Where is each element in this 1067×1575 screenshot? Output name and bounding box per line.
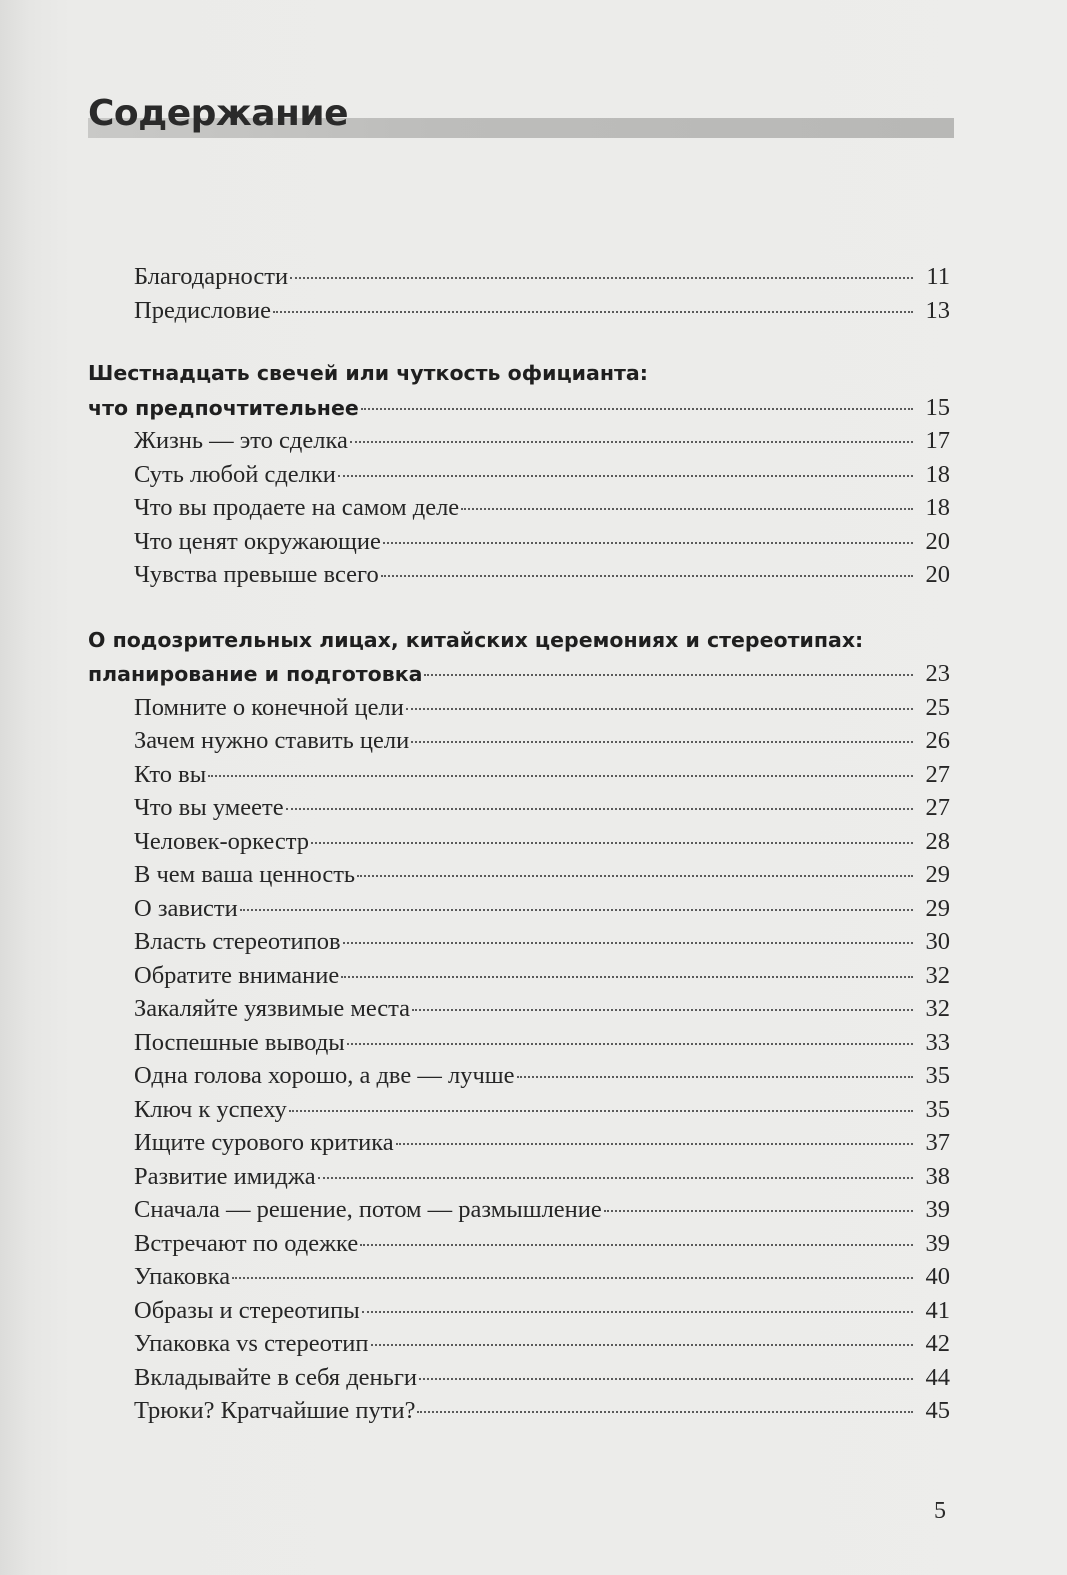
chapter-heading: Шестнадцать свечей или чуткость официанта: bbox=[88, 361, 648, 385]
toc-entry-label: Чувства превыше всего bbox=[134, 561, 379, 588]
dot-leader bbox=[290, 277, 913, 279]
chapter-page: 15 bbox=[925, 393, 950, 421]
dot-leader bbox=[273, 311, 913, 313]
dot-leader bbox=[360, 1244, 913, 1246]
toc-entry-label: Помните о конечной цели bbox=[134, 693, 404, 721]
toc-entry bbox=[88, 825, 950, 859]
toc-entry bbox=[88, 424, 950, 458]
toc-entry bbox=[88, 1059, 950, 1093]
toc-entry-label: Что ценят окружающие bbox=[134, 527, 381, 555]
dot-leader bbox=[286, 808, 913, 810]
toc-entry-label: Одна голова хорошо, а две — лучше bbox=[134, 1062, 515, 1089]
toc-entry-label: Благодарности bbox=[134, 263, 289, 290]
toc-entry bbox=[88, 724, 950, 758]
dot-leader bbox=[357, 875, 913, 877]
dot-leader bbox=[417, 1411, 913, 1413]
toc-entry-page: 32 bbox=[925, 961, 950, 989]
toc-entry-label: Жизнь — это сделка bbox=[134, 427, 348, 454]
toc-entry-page: 28 bbox=[925, 827, 950, 855]
dot-leader bbox=[347, 1043, 913, 1045]
dot-leader bbox=[361, 408, 913, 410]
toc-entry-label: Кто вы bbox=[134, 760, 207, 788]
toc-entry-page: 39 bbox=[925, 1196, 950, 1223]
toc-entry bbox=[88, 1260, 950, 1294]
toc-entry-page: 42 bbox=[925, 1330, 950, 1357]
toc-entry bbox=[88, 1160, 950, 1194]
dot-leader bbox=[424, 674, 913, 676]
toc-entry bbox=[88, 1093, 950, 1127]
toc-entry-label: Вкладывайте в себя деньги bbox=[134, 1363, 417, 1391]
toc-entry-page: 30 bbox=[925, 928, 950, 955]
toc-entry-label: Сначала — решение, потом — размышление bbox=[134, 1196, 602, 1223]
toc-entry bbox=[88, 925, 950, 959]
dot-leader bbox=[461, 508, 913, 510]
toc-entry-page: 26 bbox=[925, 727, 950, 754]
toc-entry-page: 13 bbox=[925, 296, 950, 324]
toc-entry-label: Что вы умеете bbox=[134, 794, 284, 821]
page-number: 5 bbox=[934, 1498, 946, 1524]
dot-leader bbox=[318, 1177, 913, 1179]
toc-entry bbox=[88, 1361, 950, 1395]
toc-entry bbox=[88, 691, 950, 725]
toc-entry-page: 27 bbox=[925, 760, 950, 788]
dot-leader bbox=[338, 475, 913, 477]
dot-leader bbox=[411, 741, 913, 743]
toc-entry-page: 33 bbox=[925, 1028, 950, 1056]
toc-entry bbox=[88, 1394, 950, 1428]
toc-entry bbox=[88, 458, 950, 492]
dot-leader bbox=[289, 1110, 913, 1112]
dot-leader bbox=[412, 1009, 913, 1011]
page-title: Содержание bbox=[88, 93, 349, 134]
toc-entry bbox=[88, 992, 950, 1026]
toc-entry-page: 39 bbox=[925, 1229, 950, 1257]
toc-entry-page: 44 bbox=[925, 1363, 950, 1391]
toc-entry-label: Ключ к успеху bbox=[134, 1095, 287, 1123]
toc-entry bbox=[88, 1126, 950, 1160]
toc-entry-label: Развитие имиджа bbox=[134, 1162, 316, 1190]
dot-leader bbox=[208, 775, 913, 777]
toc-entry-label: Поспешные выводы bbox=[134, 1028, 345, 1056]
toc-entry-label: Встречают по одежке bbox=[134, 1229, 359, 1257]
toc-entry-label: Человек-оркестр bbox=[134, 827, 310, 855]
chapter-heading-entry bbox=[88, 391, 950, 425]
toc-entry-label: В чем ваша ценность bbox=[134, 861, 356, 888]
dot-leader bbox=[240, 909, 913, 911]
toc-entry-label: Предисловие bbox=[134, 296, 271, 324]
toc-entry bbox=[88, 558, 950, 592]
dot-leader bbox=[383, 542, 913, 544]
toc-entry bbox=[88, 1193, 950, 1227]
toc-entry bbox=[88, 858, 950, 892]
toc-entry-page: 38 bbox=[925, 1162, 950, 1190]
dot-leader bbox=[362, 1311, 913, 1313]
toc-entry bbox=[88, 1227, 950, 1261]
toc-entry bbox=[88, 491, 950, 525]
toc-entry-page: 40 bbox=[925, 1263, 950, 1290]
toc-entry-label: Ищите сурового критика bbox=[134, 1129, 394, 1156]
chapter-page: 23 bbox=[925, 660, 950, 687]
dot-leader bbox=[381, 575, 913, 577]
dot-leader bbox=[371, 1344, 913, 1346]
dot-leader bbox=[604, 1210, 913, 1212]
toc-entry bbox=[88, 260, 950, 294]
toc-entry bbox=[88, 1294, 950, 1328]
toc-entry bbox=[88, 1327, 950, 1361]
toc-entry-label: Зачем нужно ставить цели bbox=[134, 727, 410, 754]
toc-entry bbox=[88, 1026, 950, 1060]
toc-entry-page: 20 bbox=[925, 527, 950, 555]
toc-entry-label: Суть любой сделки bbox=[134, 460, 336, 488]
toc-entry-page: 41 bbox=[925, 1296, 950, 1324]
toc-entry-label: Что вы продаете на самом деле bbox=[134, 494, 460, 521]
toc-entry-page: 20 bbox=[925, 561, 950, 588]
dot-leader bbox=[517, 1076, 913, 1078]
toc-entry-page: 18 bbox=[925, 460, 950, 488]
dot-leader bbox=[341, 976, 913, 978]
toc-entry-page: 18 bbox=[925, 494, 950, 521]
toc-entry-page: 45 bbox=[925, 1397, 950, 1424]
chapter-heading-entry bbox=[88, 657, 950, 691]
toc-entry bbox=[88, 758, 950, 792]
toc-entry-page: 37 bbox=[925, 1129, 950, 1156]
dot-leader bbox=[406, 708, 913, 710]
toc-entry bbox=[88, 959, 950, 993]
dot-leader bbox=[350, 441, 913, 443]
dot-leader bbox=[311, 842, 913, 844]
toc-entry-label: Власть стереотипов bbox=[134, 928, 341, 955]
toc-entry bbox=[88, 294, 950, 328]
contents-header bbox=[88, 88, 954, 144]
table-of-contents bbox=[88, 260, 950, 1428]
toc-entry-page: 27 bbox=[925, 794, 950, 821]
chapter-heading-label: планирование и подготовка bbox=[88, 662, 423, 686]
toc-entry-page: 29 bbox=[925, 894, 950, 922]
toc-entry-page: 25 bbox=[925, 693, 950, 721]
toc-entry-page: 29 bbox=[925, 861, 950, 888]
toc-entry bbox=[88, 525, 950, 559]
toc-entry-page: 17 bbox=[925, 427, 950, 454]
chapter-heading: О подозрительных лицах, китайских церемониях и стереотипах: bbox=[88, 627, 864, 652]
toc-entry-page: 35 bbox=[925, 1062, 950, 1089]
toc-entry-label: Упаковка vs стереотип bbox=[134, 1330, 369, 1357]
dot-leader bbox=[396, 1143, 913, 1145]
toc-entry-page: 35 bbox=[925, 1095, 950, 1123]
dot-leader bbox=[232, 1277, 913, 1279]
toc-entry-label: Трюки? Кратчайшие пути? bbox=[134, 1397, 416, 1424]
toc-entry-page: 32 bbox=[925, 995, 950, 1022]
toc-entry-label: Упаковка bbox=[134, 1263, 231, 1290]
chapter-heading-label: что предпочтительнее bbox=[88, 395, 359, 420]
toc-entry-label: Образы и стереотипы bbox=[134, 1296, 360, 1324]
dot-leader bbox=[419, 1378, 913, 1380]
dot-leader bbox=[343, 942, 913, 944]
toc-entry-label: О зависти bbox=[134, 894, 238, 922]
toc-entry-page: 11 bbox=[926, 263, 950, 290]
toc-entry bbox=[88, 892, 950, 926]
toc-entry bbox=[88, 791, 950, 825]
toc-entry-label: Закаляйте уязвимые места bbox=[134, 995, 411, 1022]
toc-entry-label: Обратите внимание bbox=[134, 961, 340, 989]
